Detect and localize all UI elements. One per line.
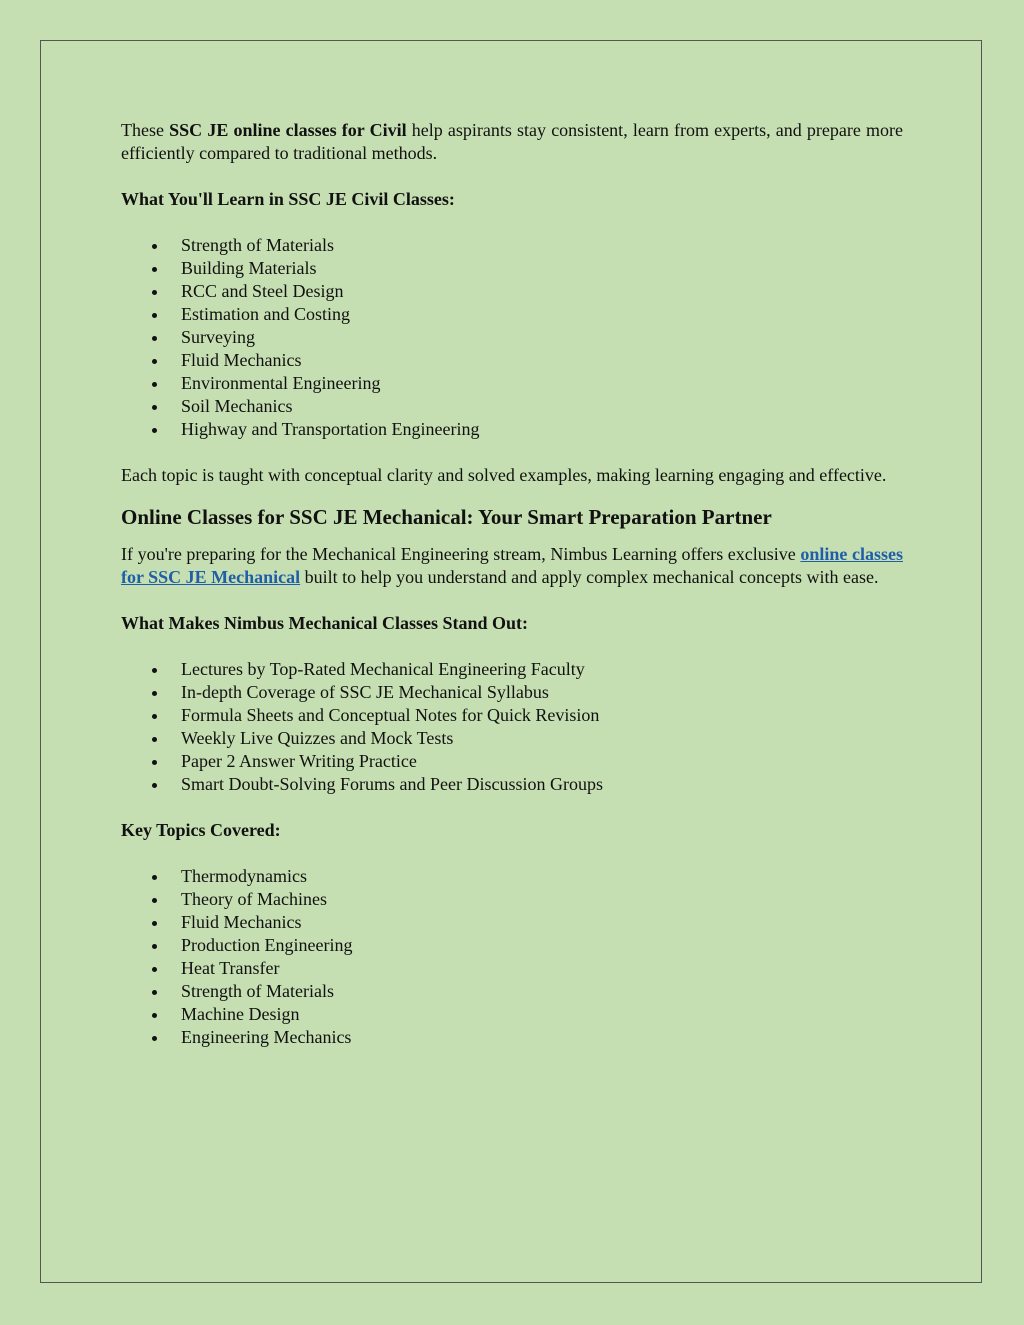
bullet-icon (152, 244, 157, 249)
bullet-icon (152, 944, 157, 949)
list-item (121, 750, 903, 773)
mechanical-classes-link[interactable]: online classes for SSC JE Mechanical (121, 544, 903, 587)
bullet-icon (152, 336, 157, 341)
list-item (121, 773, 903, 796)
bullet-icon (152, 382, 157, 387)
list-item-label: Lectures by Top-Rated Mechanical Engineering Faculty (181, 659, 585, 679)
bullet-icon (152, 428, 157, 433)
list-item-label: Machine Design (181, 1004, 300, 1024)
bullet-icon (152, 760, 157, 765)
list-item (121, 934, 903, 957)
bullet-icon (152, 921, 157, 926)
list-item-label: Soil Mechanics (181, 396, 293, 416)
list-item-label: Surveying (181, 327, 255, 347)
bullet-icon (152, 714, 157, 719)
standout-list (121, 658, 903, 796)
key-topics-heading: Key Topics Covered: (121, 820, 281, 840)
intro-text-end: help aspirants stay consistent, learn from experts, and prepare more efficiently compared to traditional methods. (121, 120, 903, 163)
civil-topics-list (121, 234, 903, 441)
list-item (121, 727, 903, 750)
list-item (121, 395, 903, 418)
list-item (121, 303, 903, 326)
bullet-icon (152, 290, 157, 295)
bullet-icon (152, 990, 157, 995)
list-item (121, 888, 903, 911)
bullet-icon (152, 783, 157, 788)
list-item-label: Production Engineering (181, 935, 353, 955)
bullet-icon (152, 359, 157, 364)
civil-learn-heading: What You'll Learn in SSC JE Civil Classes: (121, 189, 455, 209)
bullet-icon (152, 691, 157, 696)
list-item-label: Fluid Mechanics (181, 350, 302, 370)
list-item-label: Weekly Live Quizzes and Mock Tests (181, 728, 454, 748)
bullet-icon (152, 875, 157, 880)
list-item (121, 957, 903, 980)
list-item (121, 418, 903, 441)
list-item (121, 658, 903, 681)
list-item (121, 1003, 903, 1026)
list-item (121, 280, 903, 303)
document-body (121, 119, 903, 1049)
standout-heading: What Makes Nimbus Mechanical Classes Stand Out: (121, 613, 529, 633)
key-topics-list (121, 865, 903, 1049)
list-item-label: Estimation and Costing (181, 304, 350, 324)
list-item (121, 865, 903, 888)
bullet-icon (152, 737, 157, 742)
list-item (121, 372, 903, 395)
list-item (121, 349, 903, 372)
list-item (121, 980, 903, 1003)
intro-bold-phrase: SSC JE online classes for Civil (169, 120, 407, 140)
list-item-label: Heat Transfer (181, 958, 280, 978)
list-item-label: Fluid Mechanics (181, 912, 302, 932)
list-item-label: Highway and Transportation Engineering (181, 419, 480, 439)
bullet-icon (152, 668, 157, 673)
intro-paragraph (121, 119, 903, 165)
bullet-icon (152, 967, 157, 972)
list-item (121, 681, 903, 704)
bullet-icon (152, 1013, 157, 1018)
bullet-icon (152, 313, 157, 318)
bullet-icon (152, 405, 157, 410)
list-item-label: Formula Sheets and Conceptual Notes for Quick Revision (181, 705, 600, 725)
mechanical-section-title: Online Classes for SSC JE Mechanical: Your Smart Preparation Partner (121, 505, 772, 529)
list-item-label: Paper 2 Answer Writing Practice (181, 751, 417, 771)
list-item-label: Strength of Materials (181, 981, 334, 1001)
list-item-label: Environmental Engineering (181, 373, 381, 393)
list-item-label: Thermodynamics (181, 866, 307, 886)
bullet-icon (152, 898, 157, 903)
list-item-label: Building Materials (181, 258, 317, 278)
list-item (121, 234, 903, 257)
intro-text-start: These (121, 120, 170, 140)
list-item-label: Smart Doubt-Solving Forums and Peer Discussion Groups (181, 774, 603, 794)
civil-summary-paragraph: Each topic is taught with conceptual clarity and solved examples, making learning engaging and effective. (121, 465, 887, 485)
list-item-label: Strength of Materials (181, 235, 334, 255)
list-item (121, 326, 903, 349)
list-item-label: Theory of Machines (181, 889, 327, 909)
list-item-label: Engineering Mechanics (181, 1027, 352, 1047)
list-item (121, 704, 903, 727)
mechanical-intro-paragraph (121, 543, 903, 589)
list-item-label: RCC and Steel Design (181, 281, 344, 301)
bullet-icon (152, 267, 157, 272)
list-item (121, 257, 903, 280)
mechanical-intro-start: If you're preparing for the Mechanical Engineering stream, Nimbus Learning offers exclusive (121, 544, 801, 564)
bullet-icon (152, 1036, 157, 1041)
list-item-label: In-depth Coverage of SSC JE Mechanical Syllabus (181, 682, 549, 702)
mechanical-intro-end: built to help you understand and apply complex mechanical concepts with ease. (300, 567, 879, 587)
list-item (121, 911, 903, 934)
list-item (121, 1026, 903, 1049)
